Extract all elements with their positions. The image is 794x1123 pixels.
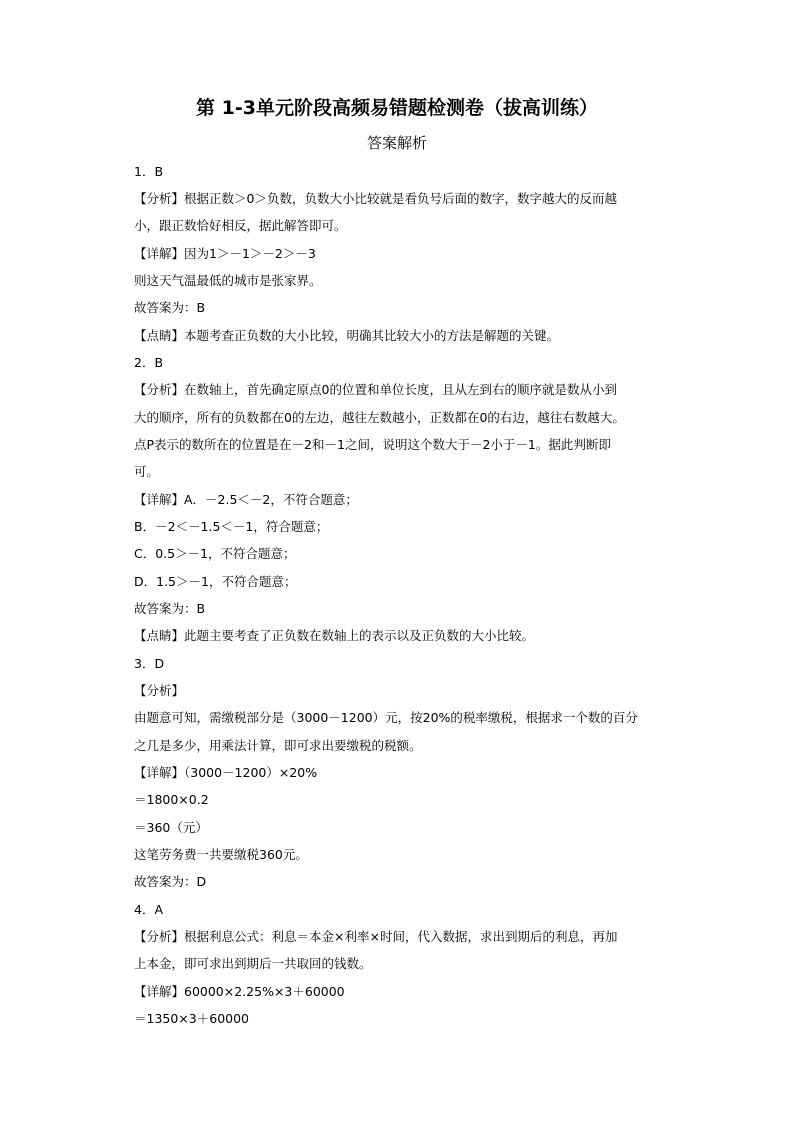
text-line: 上本金，即可求出到期后一共取回的钱数。 bbox=[134, 956, 372, 971]
text-line: 由题意可知，需缴税部分是（3000－1200）元，按20%的税率缴税，根据求一个数的百分 bbox=[134, 710, 638, 725]
text-line: 点P表示的数所在的位置是在－2和－1之间，说明这个数大于－2小于－1。据此判断即 bbox=[134, 437, 611, 452]
text-line: B．－2＜－1.5＜－1，符合题意； bbox=[134, 519, 329, 534]
text-line: ＝1800×0.2 bbox=[134, 792, 209, 807]
page-title: 第 1-3单元阶段高频易错题检测卷（拔高训练） bbox=[196, 97, 598, 119]
text-line: 【点睛】本题考查正负数的大小比较，明确其比较大小的方法是解题的关键。 bbox=[134, 328, 560, 343]
page-subtitle: 答案解析 bbox=[366, 134, 427, 152]
text-line: 2．B bbox=[134, 355, 164, 370]
text-line: 【详解】A．－2.5＜－2，不符合题意； bbox=[134, 492, 358, 507]
text-line: 3．D bbox=[134, 656, 165, 671]
text-line: 【分析】根据利息公式：利息＝本金×利率×时间，代入数据，求出到期后的利息，再加 bbox=[134, 929, 618, 944]
text-line: 【详解】（3000－1200）×20% bbox=[134, 765, 318, 780]
text-line: 之几是多少，用乘法计算，即可求出要缴税的税额。 bbox=[134, 738, 422, 753]
text-line: 故答案为：B bbox=[134, 601, 206, 616]
text-line: 【分析】 bbox=[134, 683, 185, 698]
text-line: 故答案为：D bbox=[134, 874, 207, 889]
text-line: 【详解】60000×2.25%×3＋60000 bbox=[134, 984, 345, 999]
text-line: 【分析】根据正数＞0＞负数，负数大小比较就是看负号后面的数字，数字越大的反而越 bbox=[134, 191, 617, 206]
text-line: 故答案为：B bbox=[134, 300, 206, 315]
text-line: 【详解】因为1＞－1＞－2＞－3 bbox=[134, 246, 316, 261]
text-line: 可。 bbox=[134, 464, 160, 479]
text-line: 大的顺序，所有的负数都在0的左边，越往左数越小，正数都在0的右边，越往右数越大。 bbox=[134, 410, 625, 425]
text-line: 4．A bbox=[134, 902, 164, 917]
text-line: ＝1350×3＋60000 bbox=[134, 1011, 250, 1026]
text-line: 1．B bbox=[134, 164, 164, 179]
text-line: 小，跟正数恰好相反，据此解答即可。 bbox=[134, 218, 347, 233]
text-line: 【分析】在数轴上，首先确定原点0的位置和单位长度，且从左到右的顺序就是数从小到 bbox=[134, 382, 617, 397]
text-line: C．0.5＞－1，不符合题意； bbox=[134, 546, 296, 561]
text-line: 则这天气温最低的城市是张家界。 bbox=[134, 273, 322, 288]
text-line: 这笔劳务费一共要缴税360元。 bbox=[134, 847, 308, 862]
text-line: ＝360（元） bbox=[134, 820, 208, 835]
text-line: D．1.5＞－1，不符合题意； bbox=[134, 574, 297, 589]
text-line: 【点睛】此题主要考查了正负数在数轴上的表示以及正负数的大小比较。 bbox=[134, 628, 535, 643]
